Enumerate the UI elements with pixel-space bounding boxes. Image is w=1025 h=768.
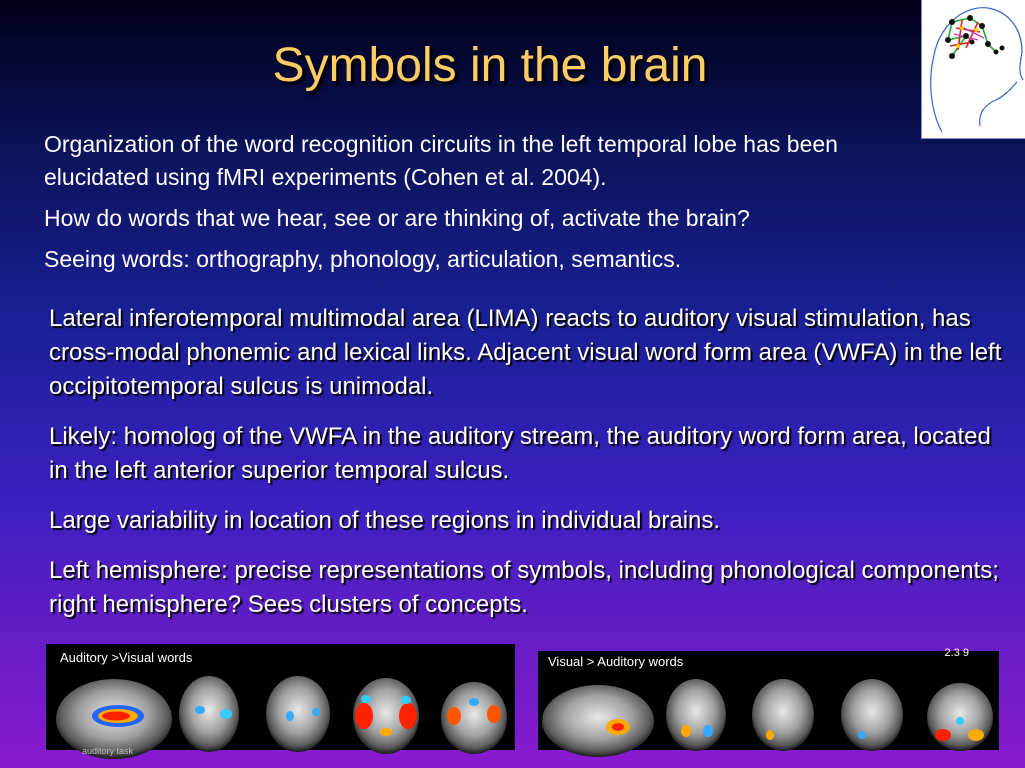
figure-footer: auditory task xyxy=(82,746,134,756)
bullet-points xyxy=(49,302,1009,638)
figure-label: Auditory >Visual words xyxy=(60,650,193,665)
visual-vs-auditory-figure xyxy=(538,647,999,750)
intro-paragraph: Seeing words: orthography, phonology, articulation, semantics. xyxy=(44,246,682,272)
intro-text xyxy=(44,128,924,284)
intro-paragraph: Organization of the word recognition circuits in the left temporal lobe has been elucidated using fMRI experiments (Cohen et al. 2004). xyxy=(44,131,838,190)
intro-paragraph: How do words that we hear, see or are thinking of, activate the brain? xyxy=(44,205,750,231)
bullet-point: Likely: homolog of the VWFA in the auditory stream, the auditory word form area, located in the left anterior superior temporal sulcus. xyxy=(49,423,991,484)
slide-title: Symbols in the brain xyxy=(272,39,708,92)
figure-label: Visual > Auditory words xyxy=(548,654,684,669)
bullet-point: Large variability in location of these regions in individual brains. xyxy=(49,507,721,534)
head-network-icon xyxy=(921,0,1025,139)
auditory-vs-visual-figure xyxy=(46,644,515,756)
color-scale-label: 2.3 9 xyxy=(944,647,969,659)
bullet-point: Lateral inferotemporal multimodal area (LIMA) reacts to auditory visual stimulation, has cross-modal phonemic and lexical links. Adjacent visual word form area (VWFA) in the left occipitotemporal sulcus is unimodal. xyxy=(49,305,1002,400)
bullet-point: Left hemisphere: precise representations of symbols, including phonological components; right hemisphere? Sees clusters of concepts. xyxy=(49,557,999,618)
